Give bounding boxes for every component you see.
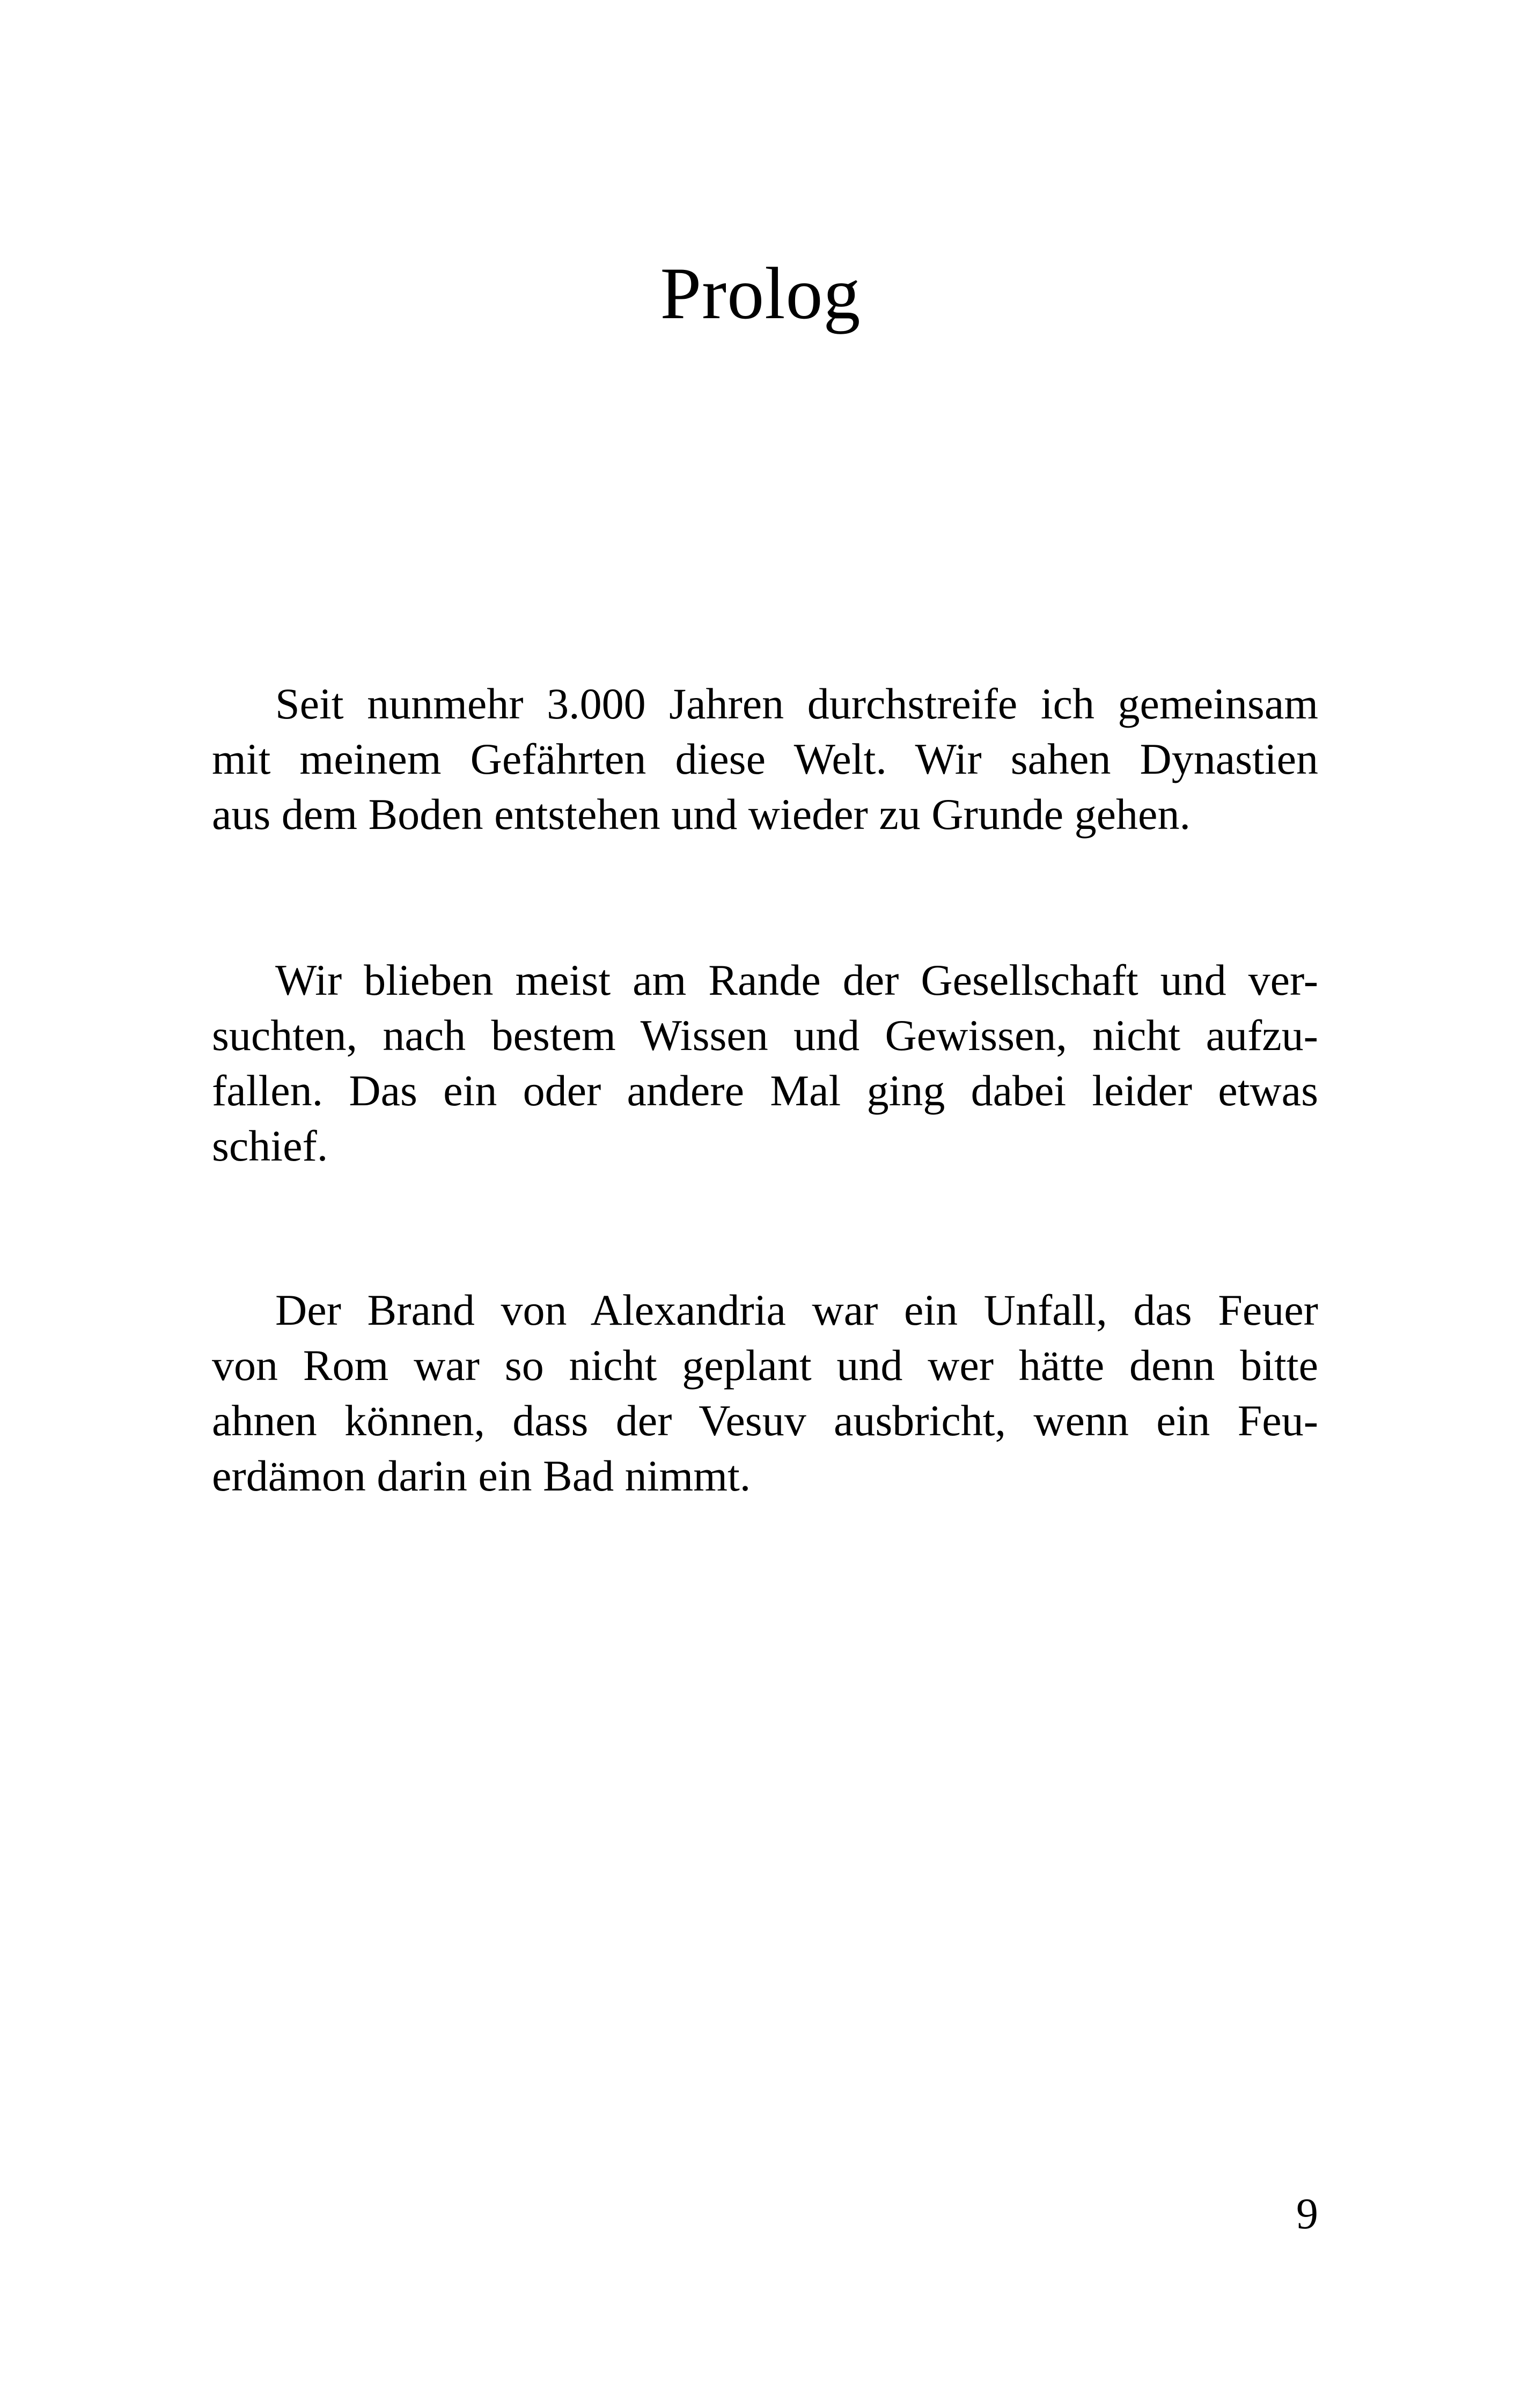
paragraph-line: fallen. Das ein oder andere Mal ging dabei leider etwas — [212, 1066, 1318, 1115]
paragraph-line: schief. — [212, 1121, 328, 1170]
page-number: 9 — [1296, 2189, 1318, 2238]
paragraph-3 — [212, 1282, 1318, 1503]
chapter-title: Prolog — [660, 252, 861, 334]
paragraph-line: mit meinem Gefährten diese Welt. Wir sahen Dynastien — [212, 735, 1318, 783]
paragraph-1 — [212, 676, 1318, 842]
paragraph-line: Wir blieben meist am Rande der Gesellschaft und ver- — [275, 956, 1318, 1004]
paragraph-line: erdämon darin ein Bad nimmt. — [212, 1451, 751, 1500]
paragraph-line: Der Brand von Alexandria war ein Unfall, das Feuer — [275, 1286, 1318, 1334]
paragraph-line: ahnen können, dass der Vesuv ausbricht, wenn ein Feu- — [212, 1396, 1318, 1445]
paragraph-line: von Rom war so nicht geplant und wer hätte denn bitte — [212, 1341, 1318, 1390]
paragraph-2 — [212, 952, 1318, 1173]
paragraph-line: suchten, nach bestem Wissen und Gewissen, nicht aufzu- — [212, 1011, 1318, 1060]
paragraph-line: Seit nunmehr 3.000 Jahren durchstreife ich gemeinsam — [275, 679, 1318, 728]
paragraph-line: aus dem Boden entstehen und wieder zu Grunde gehen. — [212, 790, 1191, 839]
